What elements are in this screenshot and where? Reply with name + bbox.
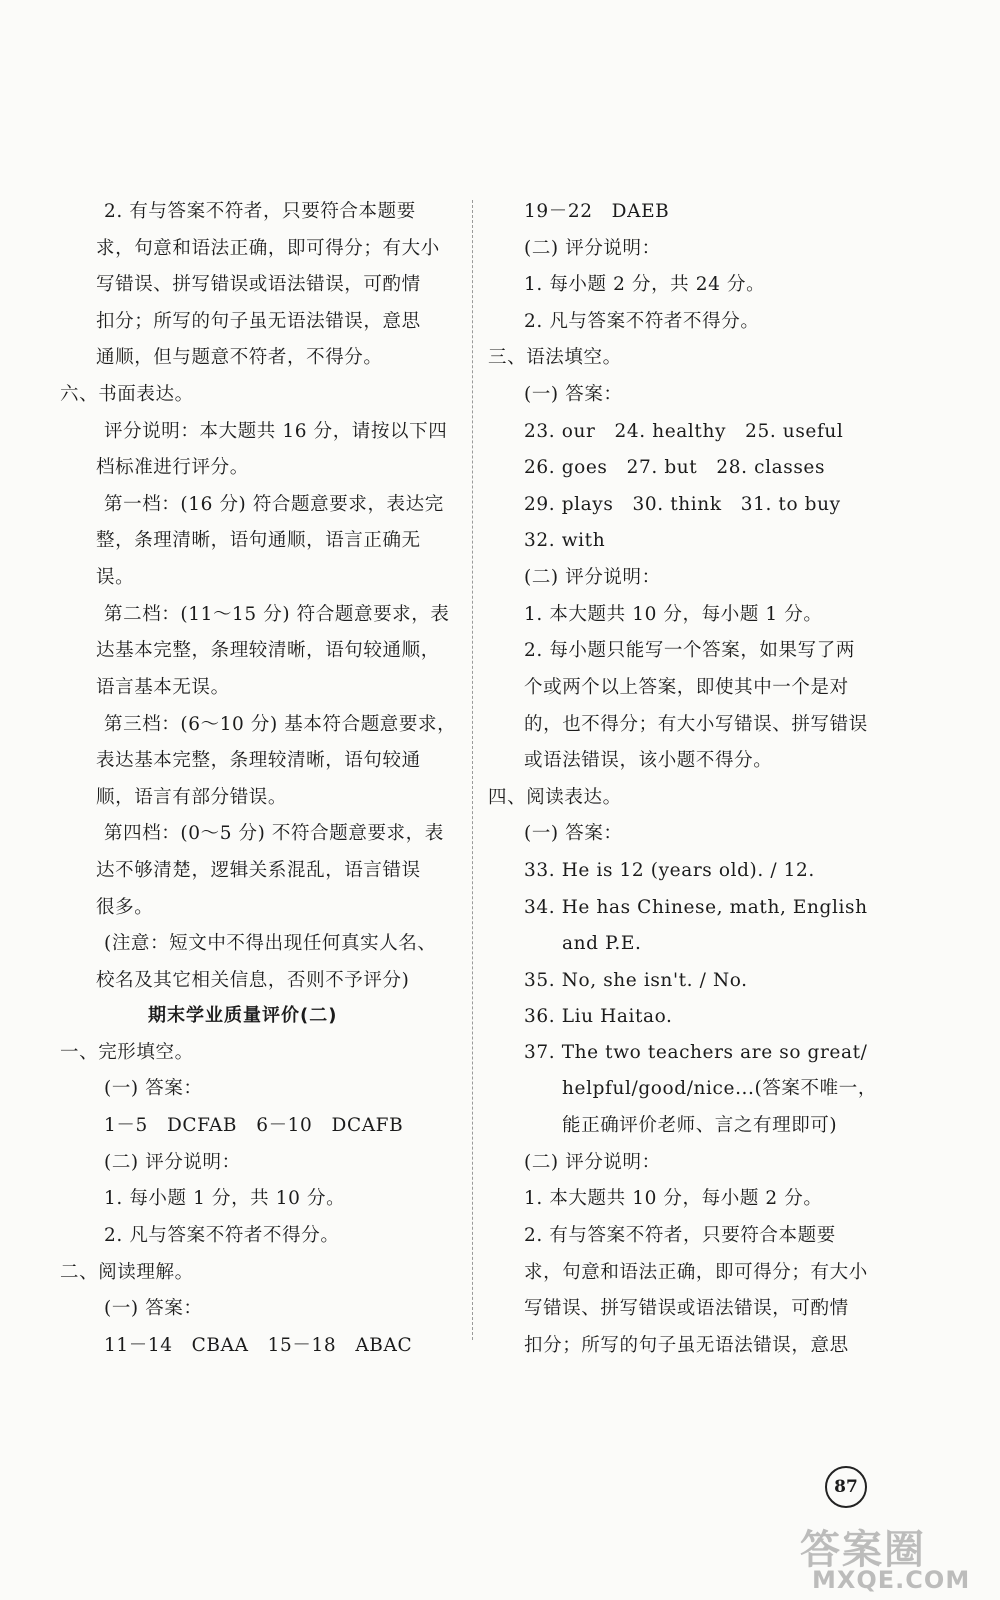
right-text-line: 29. plays 30. think 31. to buy [524,494,841,515]
right-text-line: 能正确评价老师、言之有理即可) [562,1115,838,1136]
right-text-line: 写错误、拼写错误或语法错误，可酌情 [524,1298,849,1319]
right-text-line: and P.E. [562,933,642,954]
right-text-line: 32. with [524,530,606,551]
left-text-line: (一) 答案： [104,1298,203,1319]
right-text-line: 1. 本大题共 10 分，每小题 2 分。 [524,1188,823,1209]
left-text-line: 2. 有与答案不符者，只要符合本题要 [104,201,416,222]
left-text-line: 一、完形填空。 [60,1042,194,1063]
left-text-line: 六、书面表达。 [60,384,194,405]
left-text-line: 二、阅读理解。 [60,1262,194,1283]
left-text-line: 顺，语言有部分错误。 [96,787,288,808]
right-text-line: 33. He is 12 (years old). / 12. [524,860,815,881]
right-text-line: (二) 评分说明： [524,1152,661,1173]
left-text-line: 第二档：(11～15 分) 符合题意要求，表 [104,604,450,625]
right-text-line: 37. The two teachers are so great/ [524,1042,868,1063]
left-text-line: 达基本完整，条理较清晰，语句较通顺， [96,640,440,661]
left-text-line: (注意：短文中不得出现任何真实人名、 [104,933,437,954]
right-text-line: 1. 每小题 2 分，共 24 分。 [524,274,766,295]
left-text-line: 语言基本无误。 [96,677,230,698]
left-text-line: 1. 每小题 1 分，共 10 分。 [104,1188,346,1209]
left-text-line: 期末学业质量评价(二) [148,1005,338,1026]
right-text-line: 23. our 24. healthy 25. useful [524,421,844,442]
column-divider [472,200,473,1340]
right-text-line: helpful/good/nice...(答案不唯一， [562,1078,877,1099]
right-text-line: 2. 有与答案不符者，只要符合本题要 [524,1225,836,1246]
left-text-line: (一) 答案： [104,1078,203,1099]
left-text-line: 表达基本完整，条理较清晰，语句较通 [96,750,421,771]
left-text-line: 写错误、拼写错误或语法错误，可酌情 [96,274,421,295]
watermark-logo [790,1518,990,1598]
right-text-line: 26. goes 27. but 28. classes [524,457,826,478]
left-text-line: 误。 [96,567,135,588]
right-text-line: 扣分；所写的句子虽无语法错误，意思 [524,1335,849,1356]
left-text-line: 第四档：(0～5 分) 不符合题意要求，表 [104,823,444,844]
left-text-line: 达不够清楚，逻辑关系混乱，语言错误 [96,860,421,881]
left-text-line: 通顺，但与题意不符者，不得分。 [96,347,383,368]
right-text-line: (二) 评分说明： [524,238,661,259]
right-text-line: (一) 答案： [524,384,623,405]
watermark-cn-text: 答案圈 [800,1527,926,1573]
right-text-line: (一) 答案： [524,823,623,844]
right-text-line: 的，也不得分；有大小写错误、拼写错误 [524,714,868,735]
right-text-line: 2. 凡与答案不符者不得分。 [524,311,760,332]
right-text-line: 个或两个以上答案，即使其中一个是对 [524,677,849,698]
right-text-line: 或语法错误，该小题不得分。 [524,750,773,771]
right-text-line: 35. No, she isn't. / No. [524,970,748,991]
right-text-line: 四、阅读表达。 [488,787,622,808]
left-text-line: 评分说明：本大题共 16 分，请按以下四 [104,421,448,442]
watermark-en-text: MXQE.COM [812,1566,971,1594]
left-text-line: 2. 凡与答案不符者不得分。 [104,1225,340,1246]
left-text-line: 很多。 [96,897,154,918]
right-text-line: 1. 本大题共 10 分，每小题 1 分。 [524,604,823,625]
right-text-line: 求，句意和语法正确，即可得分；有大小 [524,1262,868,1283]
left-text-line: 第一档：(16 分) 符合题意要求，表达完 [104,494,444,515]
left-text-line: 求，句意和语法正确，即可得分；有大小 [96,238,440,259]
left-text-line: 11－14 CBAA 15－18 ABAC [104,1335,413,1356]
left-text-line: 整，条理清晰，语句通顺，语言正确无 [96,530,421,551]
right-text-line: 34. He has Chinese, math, English [524,897,868,918]
right-text-line: (二) 评分说明： [524,567,661,588]
right-text-line: 19－22 DAEB [524,201,670,222]
left-text-line: 扣分；所写的句子虽无语法错误，意思 [96,311,421,332]
left-text-line: 校名及其它相关信息，否则不予评分) [96,970,410,991]
left-text-line: 档标准进行评分。 [96,457,249,478]
left-text-line: 1－5 DCFAB 6－10 DCAFB [104,1115,404,1136]
right-text-line: 36. Liu Haitao. [524,1006,673,1027]
page-number: 87 [825,1466,867,1508]
left-text-line: 第三档：(6～10 分) 基本符合题意要求， [104,714,457,735]
left-text-line: (二) 评分说明： [104,1152,241,1173]
right-text-line: 2. 每小题只能写一个答案，如果写了两 [524,640,855,661]
right-text-line: 三、语法填空。 [488,347,622,368]
